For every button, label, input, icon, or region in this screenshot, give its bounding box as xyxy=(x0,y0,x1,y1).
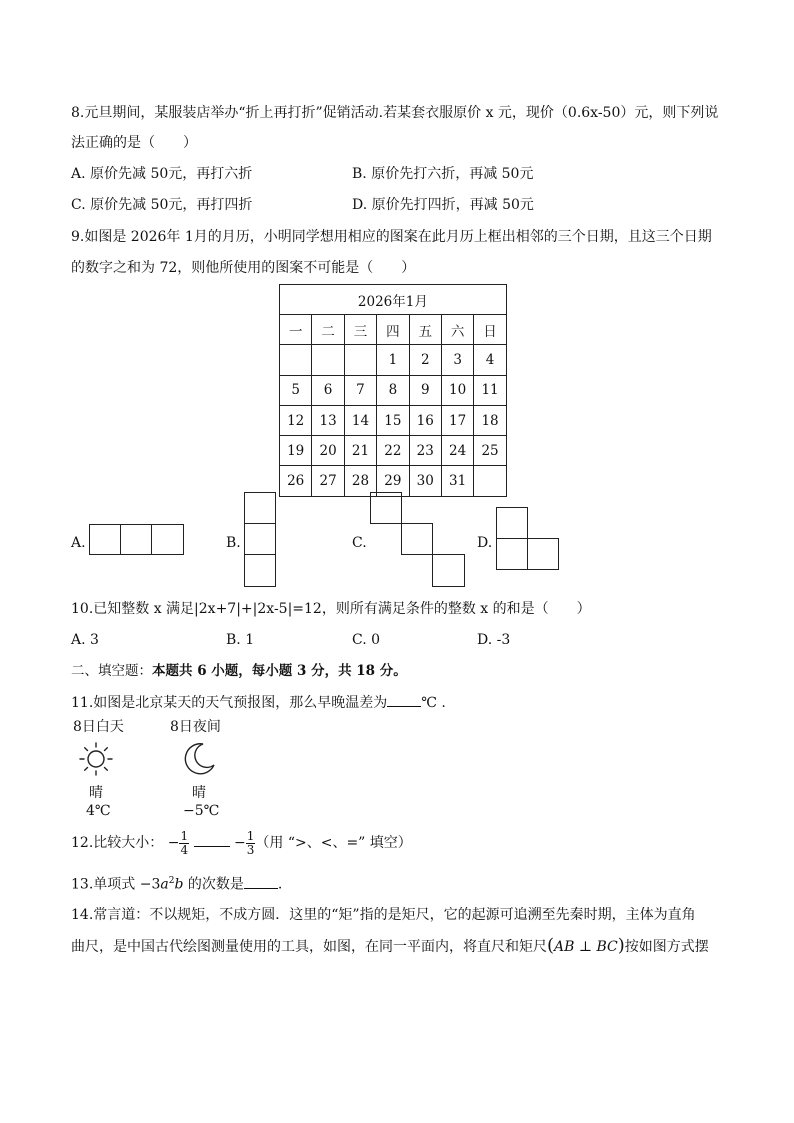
q10-option-b: B. 1 xyxy=(226,632,255,648)
night-temperature: −5℃ xyxy=(183,803,220,819)
date-cell: 5 xyxy=(280,375,312,405)
weekday-cell: 六 xyxy=(441,315,473,345)
date-cell: 8 xyxy=(377,375,409,405)
date-cell: 29 xyxy=(377,466,409,496)
q14-stem-line2-text: 曲尺，是中国古代绘图测量使用的工具，如图，在同一平面内，将直尺和矩尺 xyxy=(71,939,547,955)
section-heading xyxy=(71,662,407,680)
pattern-square xyxy=(244,523,276,555)
date-cell: 25 xyxy=(474,436,506,466)
date-cell: 15 xyxy=(377,405,409,435)
date-cell: 22 xyxy=(377,436,409,466)
pattern-square xyxy=(120,524,152,555)
date-cell: 10 xyxy=(441,375,473,405)
q12-stem-text: 12.比较大小： xyxy=(71,835,164,851)
date-cell: 20 xyxy=(312,436,344,466)
q8-stem-line2: 法正确的是（ ） xyxy=(71,135,197,151)
q14-stem-line2 xyxy=(71,937,709,956)
q13-stem xyxy=(71,872,282,894)
date-cell: 7 xyxy=(344,375,376,405)
answer-blank[interactable] xyxy=(194,834,230,847)
night-label: 8日夜间 xyxy=(170,719,221,735)
date-cell: 28 xyxy=(344,466,376,496)
calendar-table xyxy=(279,284,507,497)
sun-icon xyxy=(78,741,114,777)
date-cell: 21 xyxy=(344,436,376,466)
q9-option-c-label: C. xyxy=(352,535,367,551)
date-cell: 1 xyxy=(377,345,409,375)
q9-pattern-c xyxy=(370,492,465,587)
pattern-square xyxy=(370,492,402,524)
q10-option-c: C. 0 xyxy=(352,632,381,648)
calendar-week-row xyxy=(280,375,507,405)
frac1-denominator: 4 xyxy=(180,842,189,857)
answer-blank[interactable] xyxy=(244,876,278,889)
weekday-cell: 日 xyxy=(474,315,506,345)
weekday-cell: 四 xyxy=(377,315,409,345)
q11-stem xyxy=(71,694,446,712)
perpendicular-expression: AB ⊥ BC xyxy=(554,939,618,955)
monomial-var-a: a xyxy=(160,876,169,893)
q8-option-b: B. 原价先打六折，再减 50元 xyxy=(352,166,534,182)
date-cell: 17 xyxy=(441,405,473,435)
date-cell xyxy=(344,345,376,375)
pattern-square xyxy=(496,507,528,539)
q10-option-d: D. -3 xyxy=(477,632,511,648)
answer-blank[interactable] xyxy=(387,694,421,707)
date-cell: 30 xyxy=(409,466,441,496)
pattern-square xyxy=(89,524,121,555)
q9-option-a-label: A. xyxy=(71,535,86,551)
q13-stem-tail: 的次数是 xyxy=(183,876,244,893)
date-cell: 6 xyxy=(312,375,344,405)
pattern-square xyxy=(244,492,276,524)
date-cell: 3 xyxy=(441,345,473,375)
q10-option-a: A. 3 xyxy=(71,632,99,648)
date-cell: 9 xyxy=(409,375,441,405)
calendar-week-row xyxy=(280,436,507,466)
q9-stem-line1: 9.如图是 2026年 1月的月历，小明同学想用相应的图案在此月历上框出相邻的三个日期，且这三个日期 xyxy=(71,229,712,245)
calendar-week-row xyxy=(280,405,507,435)
q14-stem-line1: 14.常言道：不以规矩，不成方圆．这里的“矩”指的是矩尺，它的起源可追溯至先秦时期，主体为直角 xyxy=(71,907,696,923)
q8-option-c: C. 原价先减 50元，再打四折 xyxy=(71,197,253,213)
day-weather: 晴 xyxy=(89,785,103,801)
date-cell: 18 xyxy=(474,405,506,435)
q9-pattern-b xyxy=(244,492,276,587)
day-temperature: 4℃ xyxy=(86,803,111,819)
q9-stem-line2: 的数字之和为 72，则他所使用的图案不可能是（ ） xyxy=(71,260,416,276)
moon-icon xyxy=(181,741,217,777)
paren-left: ( xyxy=(547,935,555,956)
pattern-square xyxy=(244,554,276,587)
section-rules: 本题共 6 小题，每小题 3 分，共 18 分。 xyxy=(152,663,407,679)
date-cell: 16 xyxy=(409,405,441,435)
q10-stem: 10.已知整数 x 满足|2x+7|+|2x-5|=12，则所有满足条件的整数 x 的和是（ ） xyxy=(71,601,591,617)
calendar-title: 2026年1月 xyxy=(280,285,507,315)
day-label: 8日白天 xyxy=(73,719,124,735)
q9-option-d-label: D. xyxy=(477,535,493,551)
q12-instruction: （用 “>、<、=” 填空） xyxy=(255,835,412,851)
date-cell xyxy=(312,345,344,375)
q13-stem-end: . xyxy=(277,876,283,893)
frac2-sign: − xyxy=(234,835,246,851)
q14-stem-line2-tail: 按如图方式摆 xyxy=(624,939,709,955)
weekday-cell: 五 xyxy=(409,315,441,345)
date-cell: 14 xyxy=(344,405,376,435)
paren-right: ) xyxy=(617,935,625,956)
q8-option-d: D. 原价先打四折，再减 50元 xyxy=(352,197,534,213)
q11-stem-text: 11.如图是北京某天的天气预报图，那么早晚温差为 xyxy=(71,695,388,711)
fraction-one-third xyxy=(246,830,256,857)
frac1-numerator: 1 xyxy=(180,828,189,843)
q9-pattern-d xyxy=(496,507,559,570)
frac2-numerator: 1 xyxy=(246,828,255,843)
q9-pattern-a xyxy=(89,524,185,556)
calendar-week-row xyxy=(280,345,507,375)
weekday-cell: 三 xyxy=(344,315,376,345)
pattern-square xyxy=(496,538,528,570)
date-cell: 31 xyxy=(441,466,473,496)
pattern-square xyxy=(527,538,559,570)
date-cell: 24 xyxy=(441,436,473,466)
fraction-one-quarter xyxy=(179,830,189,857)
date-cell xyxy=(474,466,506,496)
date-cell: 26 xyxy=(280,466,312,496)
q8-option-a: A. 原价先减 50元，再打六折 xyxy=(71,166,253,182)
date-cell: 11 xyxy=(474,375,506,405)
date-cell: 19 xyxy=(280,436,312,466)
q11-stem-unit: ℃ . xyxy=(421,695,446,711)
frac1-sign: − xyxy=(167,835,180,851)
frac2-denominator: 3 xyxy=(246,842,255,857)
date-cell: 12 xyxy=(280,405,312,435)
date-cell: 23 xyxy=(409,436,441,466)
date-cell: 13 xyxy=(312,405,344,435)
q13-stem-text: 13.单项式 xyxy=(71,876,140,893)
weekday-cell: 二 xyxy=(312,315,344,345)
monomial-coefficient: −3 xyxy=(139,876,161,893)
monomial-var-b: b xyxy=(174,876,184,893)
calendar-weekday-row xyxy=(280,315,507,345)
date-cell: 4 xyxy=(474,345,506,375)
monomial-exponent: 2 xyxy=(168,876,175,886)
q12-stem xyxy=(71,826,412,860)
weekday-cell: 一 xyxy=(280,315,312,345)
night-weather: 晴 xyxy=(192,785,206,801)
pattern-square xyxy=(432,554,465,587)
pattern-square xyxy=(151,524,184,555)
section-prefix: 二、填空题： xyxy=(71,663,152,679)
q9-option-b-label: B. xyxy=(226,535,241,551)
date-cell: 27 xyxy=(312,466,344,496)
pattern-square xyxy=(401,523,433,555)
date-cell xyxy=(280,345,312,375)
date-cell: 2 xyxy=(409,345,441,375)
q8-stem-line1: 8.元旦期间，某服装店举办“折上再打折”促销活动.若某套衣服原价 x 元，现价（0.6x-50）元，则下列说 xyxy=(71,105,719,121)
